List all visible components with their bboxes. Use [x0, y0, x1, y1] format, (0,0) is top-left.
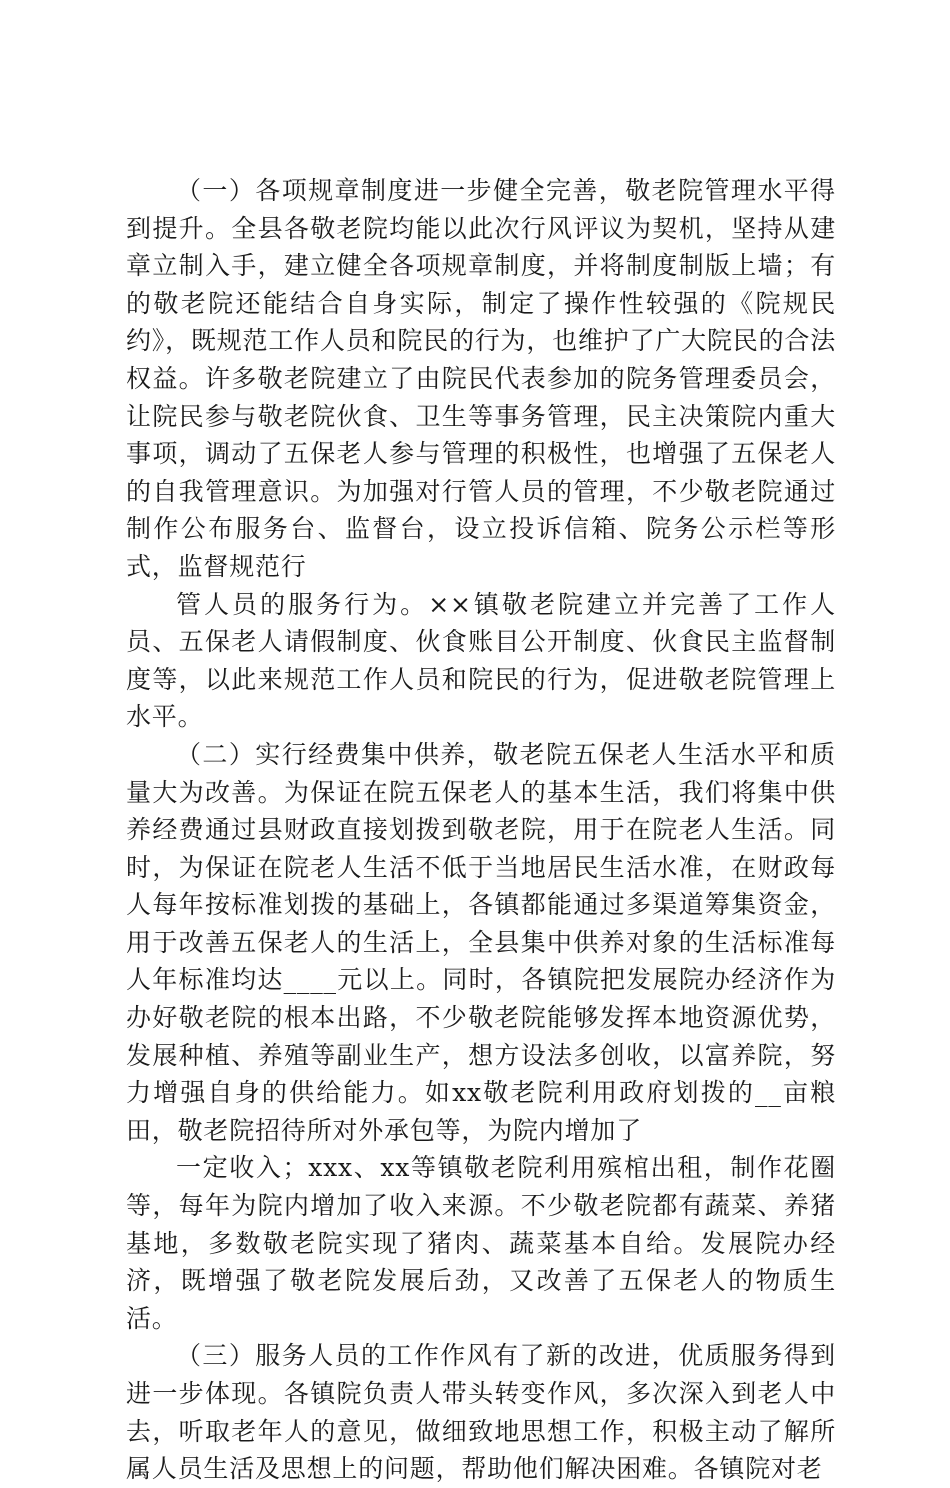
paragraph-service-staff: （三）服务人员的工作作风有了新的改进，优质服务得到进一步体现。各镇院负责人带头转变作风，多次深入到老人中去，听取老年人的意见，做细致地思想工作，积极主动了解所属人员生活及思想上的问题，帮助他们解决困难。各镇院对老	[126, 1341, 836, 1484]
paragraph-rules-system: （一）各项规章制度进一步健全完善，敬老院管理水平得到提升。全县各敬老院均能以此次行风评议为契机，坚持从建章立制入手，建立健全各项规章制度，并将制度制版上墙；有的敬老院还能结合自身实际，制定了操作性较强的《院规民约》，既规范工作人员和院民的行为，也维护了广大院民的合法权益。许多敬老院建立了由院民代表参加的院务管理委员会，让院民参与敬老院伙食、卫生等事务管理，民主决策院内重大事项，调动了五保老人参与管理的积极性，也增强了五保老人的自我管理意识。为加强对行管人员的管理，不少敬老院通过制作公布服务台、监督台，设立投诉信箱、院务公示栏等形式，监督规范行	[126, 176, 836, 581]
paragraph-service-behavior: 管人员的服务行为。××镇敬老院建立并完善了工作人员、五保老人请假制度、伙食账目公开制度、伙食民主监督制度等，以此来规范工作人员和院民的行为，促进敬老院管理上水平。	[126, 589, 836, 732]
paragraph-funding: （二）实行经费集中供养，敬老院五保老人生活水平和质量大为改善。为保证在院五保老人的基本生活，我们将集中供养经费通过县财政直接划拨到敬老院，用于在院老人生活。同时，为保证在院老人生活不低于当地居民生活水准，在财政每人每年按标准划拨的基础上，各镇都能通过多渠道筹集资金，用于改善五保老人的生活上，全县集中供养对象的生活标准每人年标准均达____元以上。同时，各镇院把发展院办经济作为办好敬老院的根本出路，不少敬老院能够发挥本地资源优势，发展种植、养殖等副业生产，想方设法多创收，以富养院，努力增强自身的供给能力。如xx敬老院利用政府划拨的__亩粮田，敬老院招待所对外承包等，为院内增加了	[126, 739, 836, 1145]
document-body	[126, 172, 836, 1488]
paragraph-income: 一定收入；xxx、xx等镇敬老院利用殡棺出租，制作花圈等，每年为院内增加了收入来源。不少敬老院都有蔬菜、养猪基地，多数敬老院实现了猪肉、蔬菜基本自给。发展院办经济，既增强了敬老院发展后劲，又改善了五保老人的物质生活。	[126, 1153, 836, 1333]
